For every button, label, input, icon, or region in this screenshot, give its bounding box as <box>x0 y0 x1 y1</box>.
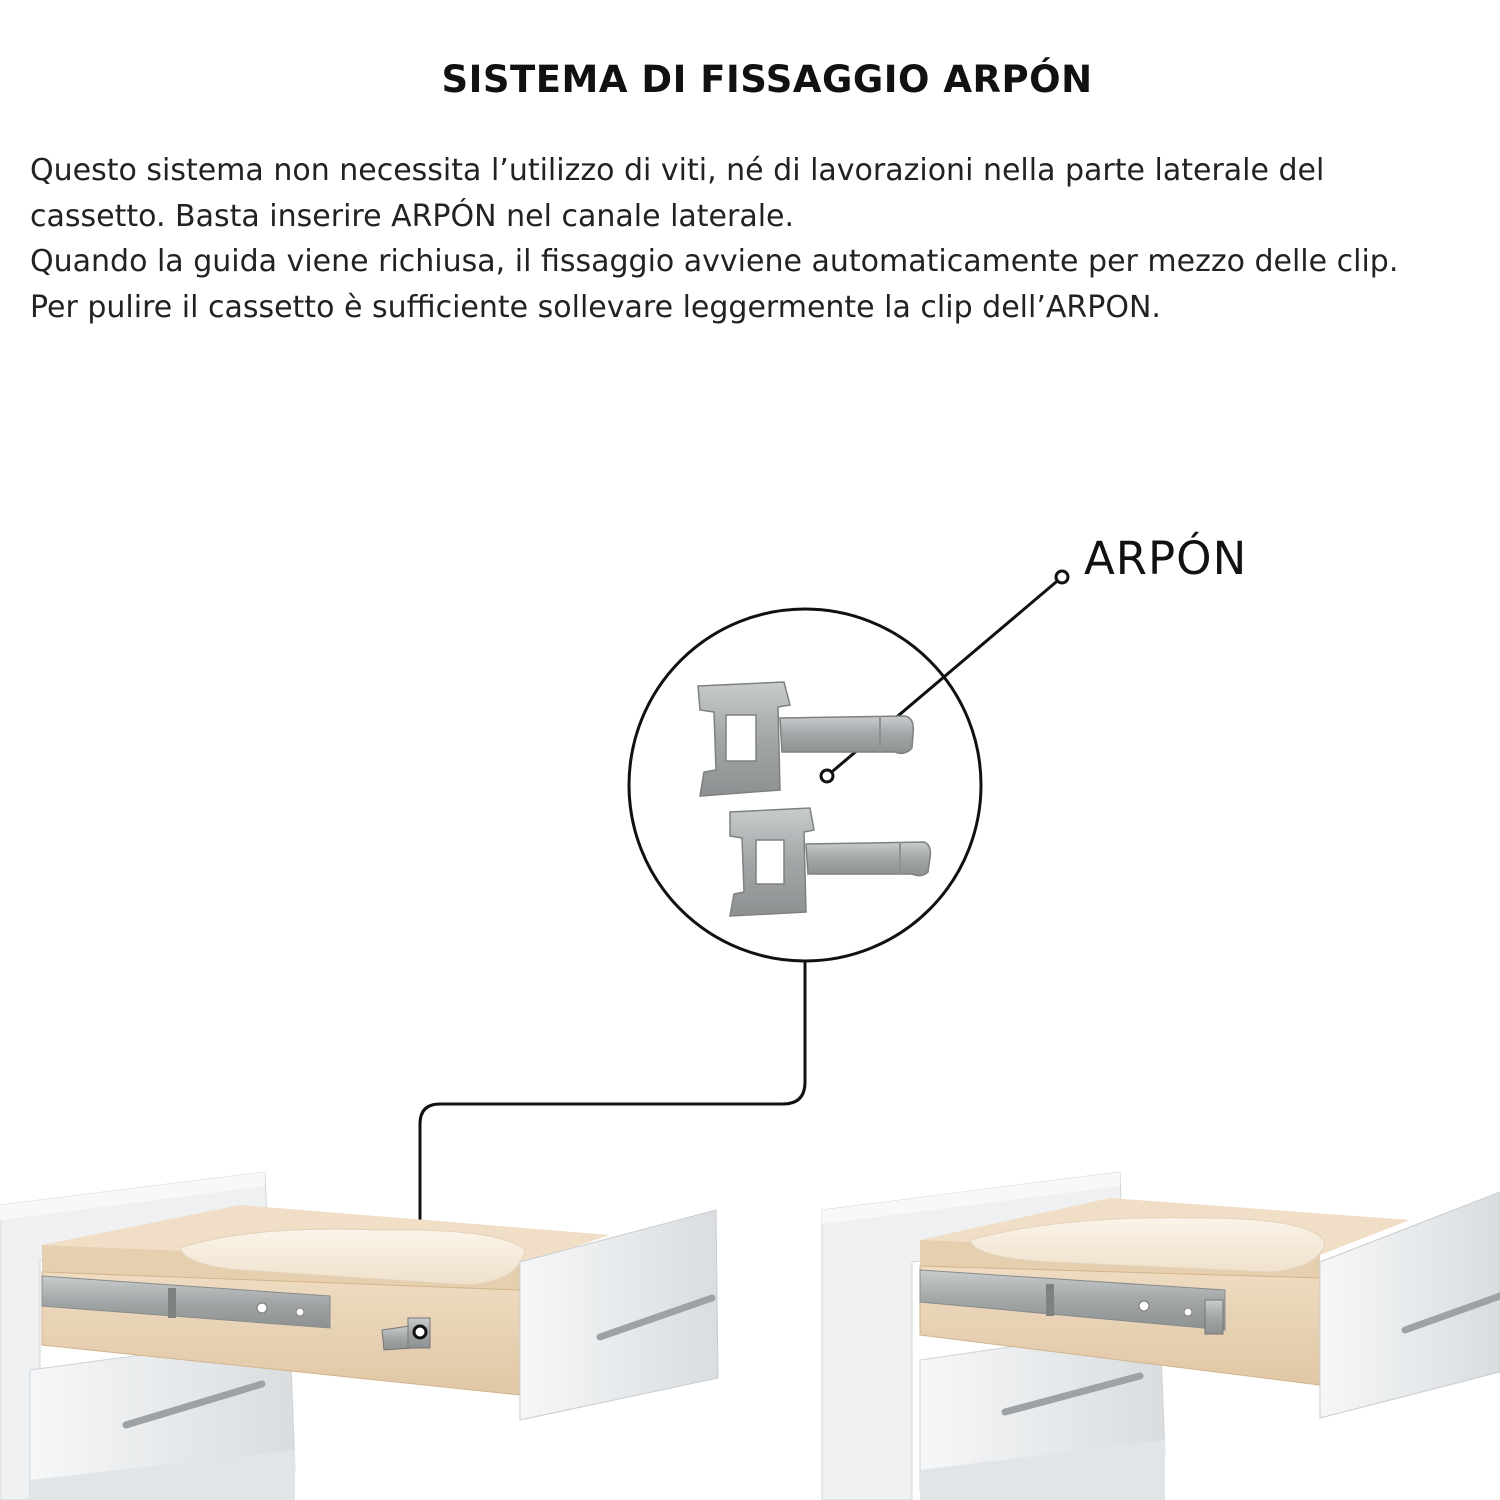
arpon-clip-icon <box>698 682 913 796</box>
page-title: SISTEMA DI FISSAGGIO ARPÓN <box>441 58 1093 101</box>
drawer-illustration-right <box>822 1172 1500 1500</box>
description-line-2: cassetto. Basta inserire ARPÓN nel canale laterale. <box>30 198 795 234</box>
description-line-1: Questo sistema non necessita l’utilizzo di viti, né di lavorazioni nella parte laterale del <box>30 153 1325 188</box>
arpon-callout-label: ARPÓN <box>1084 532 1248 585</box>
description-line-4: Per pulire il cassetto è sufficiente sollevare leggermente la clip dell’ARPON. <box>30 289 1161 325</box>
arpon-clip-icon <box>730 808 930 916</box>
drawer-illustration-left <box>0 1172 718 1500</box>
description-line-3: Quando la guida viene richiusa, il fissaggio avviene automaticamente per mezzo delle clip. <box>30 244 1399 279</box>
